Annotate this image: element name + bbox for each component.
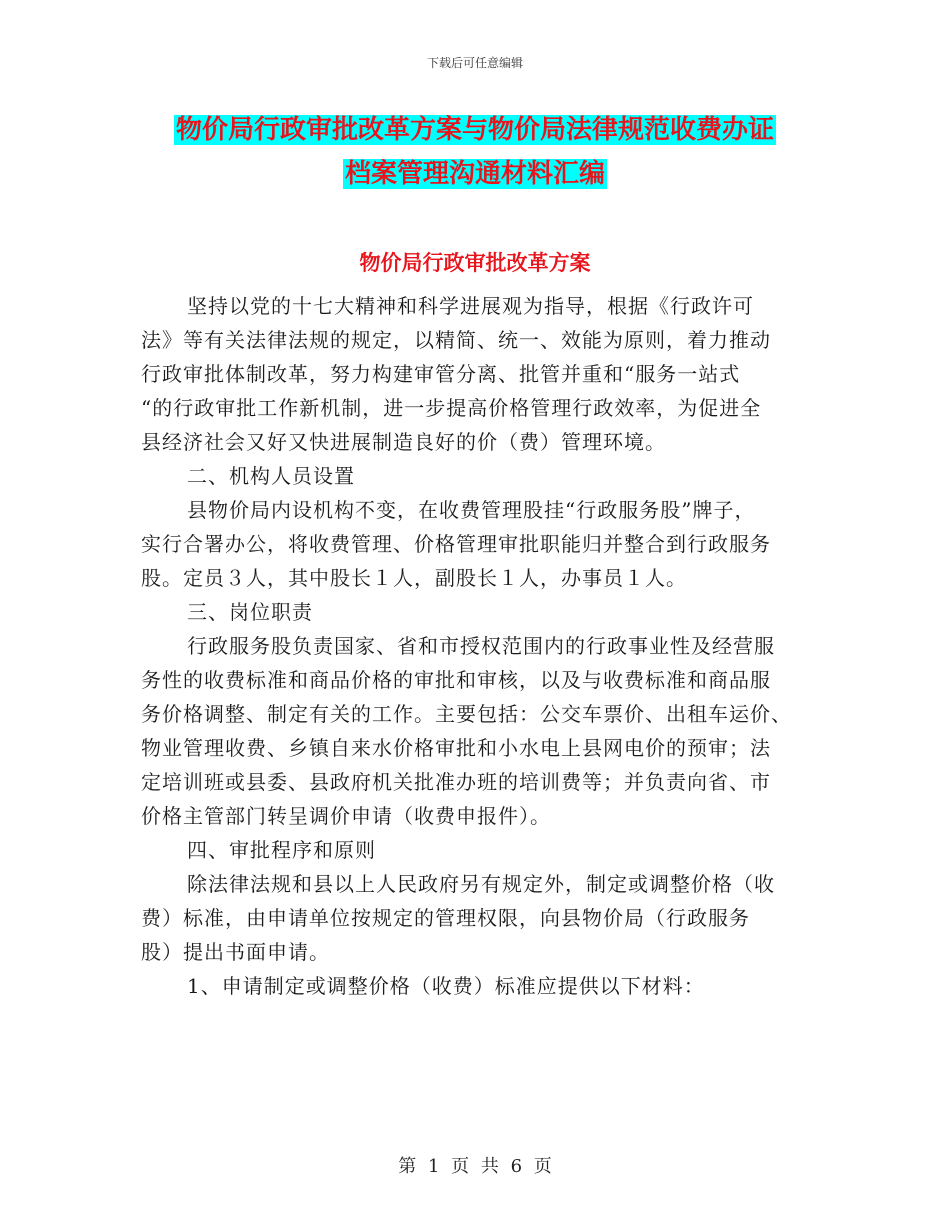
body-line: 二、机构人员设置 [187,464,355,488]
section-title: 物价局行政审批改革方案 [359,251,591,275]
body-line: 价格主管部门转呈调价申请（收费申报件）。 [141,804,551,828]
body-line: 坚持以党的十七大精神和科学进展观为指导，根据《行政许可 [187,294,754,318]
body-line: “的行政审批工作新机制，进一步提高价格管理行政效率，为促进全 [141,396,762,420]
body-line: 三、岗位职责 [187,600,313,624]
body-line: 县物价局内设机构不变，在收费管理股挂“行政服务股”牌子， [187,498,756,522]
body-line: 物业管理收费、乡镇自来水价格审批和小水电上县网电价的预审；法 [141,736,771,760]
document-title-text-2: 档案管理沟通材料汇编 [344,159,605,189]
body-line: 除法律法规和县以上人民政府另有规定外，制定或调整价格（收 [187,872,775,896]
body-line: 四、审批程序和原则 [187,838,376,862]
document-title-line-1 [0,110,950,150]
body-line: 1、申请制定或调整价格（收费）标准应提供以下材料： [187,974,705,998]
body-line: 法》等有关法律法规的规定，以精简、统一、效能为原则，着力推动 [141,328,771,352]
page-footer: 第 1 页 共 6 页 [398,1156,552,1177]
document-title-text-1: 物价局行政审批改革方案与物价局法律规范收费办证 [175,115,774,145]
body-line: 股。定员３人，其中股长１人，副股长１人，办事员１人。 [141,566,687,590]
document-title-line-2 [0,154,950,194]
body-line: 定培训班或县委、县政府机关批准办班的培训费等；并负责向省、市 [141,770,771,794]
body-line: 费）标准，由申请单位按规定的管理权限，向县物价局（行政服务 [141,906,750,930]
body-line: 务性的收费标准和商品价格的审批和审核，以及与收费标准和商品服 [141,668,771,692]
body-line: 行政服务股负责国家、省和市授权范围内的行政事业性及经营服 [187,634,775,658]
body-line: 股）提出书面申请。 [141,940,330,964]
body-line: 务价格调整、制定有关的工作。主要包括：公交车票价、出租车运价、 [141,702,792,726]
body-line: 县经济社会又好又快进展制造良好的价（费）管理环境。 [141,430,666,454]
page-header-note: 下载后可任意编辑 [426,56,523,70]
body-line: 行政审批体制改革，努力构建审管分离、批管并重和“服务一站式 [141,362,741,386]
body-line: 实行合署办公，将收费管理、价格管理审批职能归并整合到行政服务 [141,532,771,556]
document-body [141,290,809,1004]
